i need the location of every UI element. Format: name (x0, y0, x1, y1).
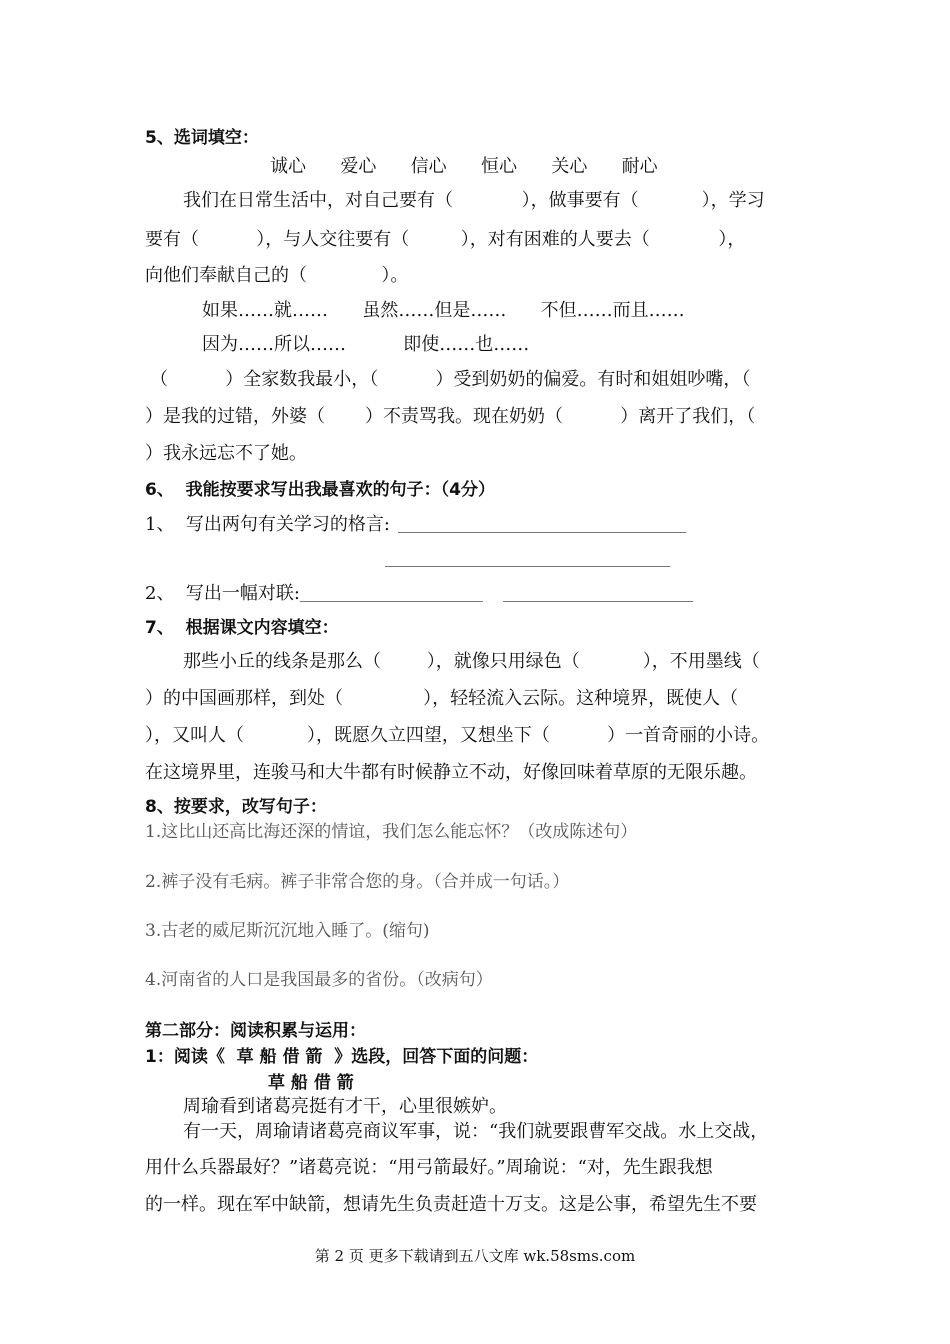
s5-paragraph-line-2: 要有（ ），与人交往要有（ ），对有困难的人要去（ ）， (145, 229, 746, 250)
conjunction-choices-1: 如果……就…… 虽然……但是…… 不但……而且…… (202, 300, 685, 321)
section-7-heading: 7、 根据课文内容填空： (145, 618, 339, 638)
passage-line-3: 用什么兵器最好？”诸葛亮说：“用弓箭最好。”周瑜说：“对，先生跟我想 (145, 1157, 713, 1178)
s5-paragraph-line-1: 我们在日常生活中，对自己要有（ ），做事要有（ ），学习 (183, 190, 765, 211)
s5-question-line-1: （ ）全家数我最小，（ ）受到奶奶的偏爱。有时和姐姐吵嘴，（ (150, 369, 751, 390)
passage-line-1: 周瑜看到诸葛亮挺有才干，心里很嫉妒。 (183, 1096, 507, 1117)
s8-question-4: 4.河南省的人口是我国最多的省份。（改病句） (145, 970, 493, 990)
s7-paragraph-line-4: 在这境界里，连骏马和大牛都有时候静立不动，好像回味着草原的无限乐趣。 (145, 762, 757, 783)
s5-question-line-2: ）是我的过错，外婆（ ）不责骂我。现在奶奶（ ）离开了我们，（ (145, 406, 756, 427)
page-footer: 第 2 页 更多下载请到五八文库 wk.58sms.com (314, 1247, 636, 1265)
s8-question-1: 1.这比山还高比海还深的情谊，我们怎么能忘怀？（改成陈述句） (145, 822, 638, 842)
word-choices: 诚心 爱心 信心 恒心 关心 耐心 (270, 156, 658, 177)
section-8-heading: 8、按要求，改写句子： (145, 797, 327, 817)
answer-line-3 (300, 601, 483, 602)
conjunction-choices-2: 因为……所以…… 即使……也…… (202, 334, 530, 355)
s5-paragraph-line-3: 向他们奉献自己的（ ）。 (145, 265, 409, 286)
passage-line-2: 有一天，周瑜请诸葛亮商议军事，说：“我们就要跟曹军交战。水上交战， (183, 1121, 769, 1142)
s8-question-2: 2.裤子没有毛病。裤子非常合您的身。（合并成一句话。） (145, 872, 570, 892)
answer-line-2 (385, 566, 670, 567)
s7-paragraph-line-3: ），又叫人（ ），既愿久立四望，又想坐下（ ）一首奇丽的小诗。 (145, 725, 770, 746)
s7-paragraph-line-2: ）的中国画那样，到处（ ），轻轻流入云际。这种境界，既使人（ (145, 688, 739, 709)
section-5-heading: 5、选词填空： (145, 128, 259, 148)
s6-item-2: 2、 写出一幅对联: (145, 583, 300, 604)
answer-line-4 (503, 601, 693, 602)
section-6-heading: 6、 我能按要求写出我最喜欢的句子：（4分） (145, 480, 495, 500)
passage-title: 草 船 借 箭 (268, 1073, 354, 1093)
s8-question-3: 3.古老的威尼斯沉沉地入睡了。(缩句) (145, 921, 430, 941)
s7-paragraph-line-1: 那些小丘的线条是那么（ ），就像只用绿色（ ），不用墨线（ (183, 651, 760, 672)
s6-item-1: 1、 写出两句有关学习的格言: (145, 514, 390, 535)
s5-question-line-3: ）我永远忘不了她。 (145, 443, 307, 464)
reading-question-1: 1：阅读《 草 船 借 箭 》选段，回答下面的问题： (145, 1047, 539, 1067)
passage-line-4: 的一样。现在军中缺箭，想请先生负责赶造十万支。这是公事，希望先生不要 (145, 1194, 757, 1215)
part-2-heading: 第二部分：阅读积累与运用： (145, 1021, 366, 1041)
answer-line-1 (398, 532, 686, 533)
